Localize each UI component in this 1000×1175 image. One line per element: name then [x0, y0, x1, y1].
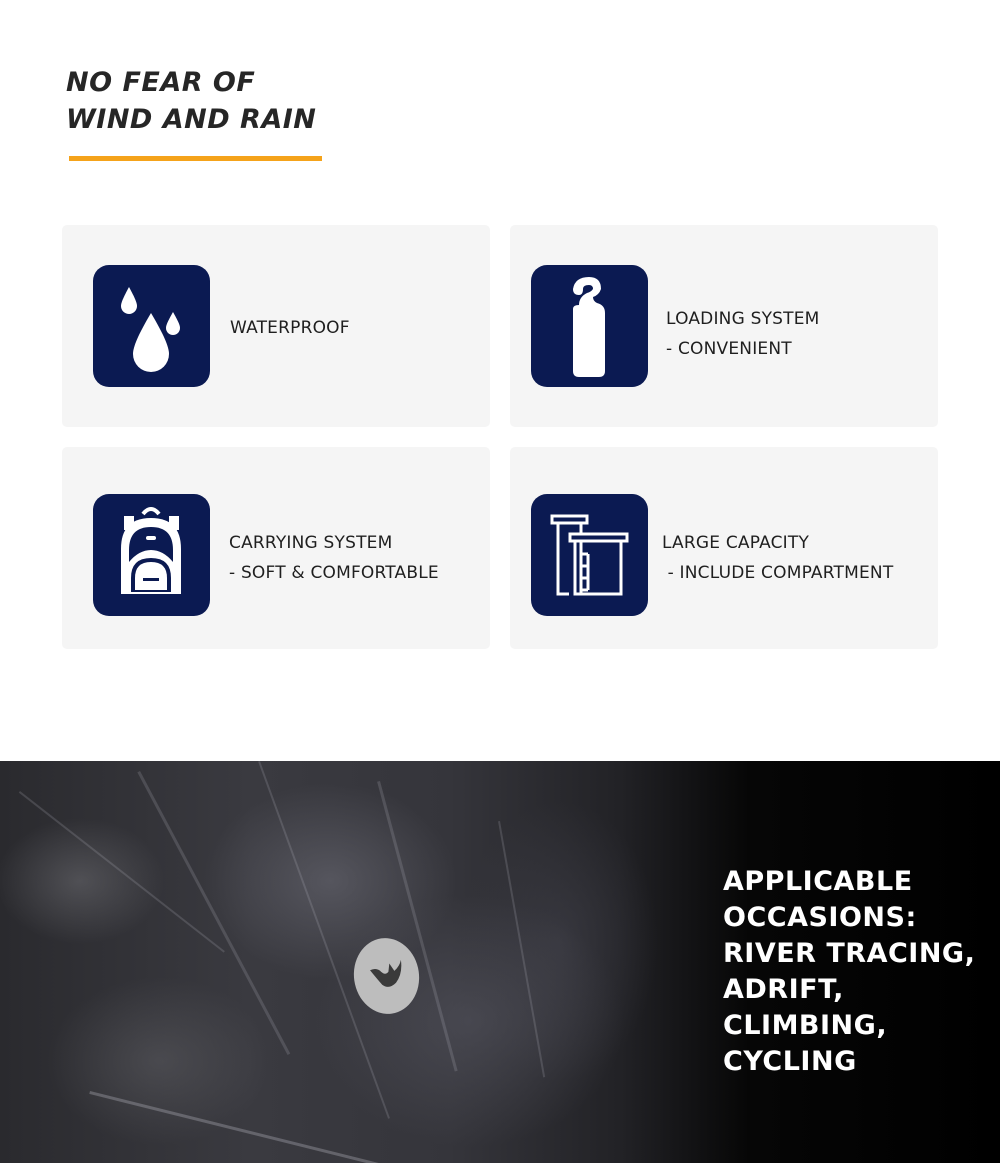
wet-backpack-photo [0, 761, 1000, 1163]
feature-title: CARRYING SYSTEM [229, 533, 393, 553]
feature-card-large-capacity [510, 447, 938, 649]
occasions-line: ADRIFT, [723, 974, 844, 1005]
occasions-line: RIVER TRACING, [723, 938, 976, 969]
applicable-occasions-text [723, 864, 975, 1080]
occasions-line: OCCASIONS: [723, 902, 917, 933]
feature-subtitle: - INCLUDE COMPARTMENT [662, 563, 894, 583]
brand-logo-badge [349, 934, 424, 1018]
feature-icon-tile [531, 265, 648, 387]
backpack-icon [93, 494, 210, 616]
feature-icon-tile [93, 265, 210, 387]
water-drops-icon [93, 265, 210, 387]
door-hanger-hook-icon [531, 265, 648, 387]
bird-logo-icon [364, 955, 409, 996]
occasions-line: CYCLING [723, 1046, 857, 1077]
feature-subtitle: - SOFT & COMFORTABLE [229, 563, 439, 583]
feature-title: WATERPROOF [230, 318, 350, 338]
feature-icon-tile [531, 494, 648, 616]
feature-title: LOADING SYSTEM [666, 309, 820, 329]
feature-card-carrying-system [62, 447, 490, 649]
occasions-line: CLIMBING, [723, 1010, 888, 1041]
occasions-line: APPLICABLE [723, 866, 913, 897]
title-line-2: WIND AND RAIN [66, 104, 317, 135]
feature-subtitle: - CONVENIENT [666, 339, 792, 359]
feature-text [229, 528, 439, 588]
containers-capacity-icon [531, 494, 648, 616]
feature-text [666, 304, 820, 364]
title-line-1: NO FEAR OF [66, 67, 256, 98]
page-title [66, 64, 316, 138]
feature-icon-tile [93, 494, 210, 616]
feature-card-loading-system [510, 225, 938, 427]
feature-text [230, 313, 350, 343]
feature-text [662, 528, 893, 588]
feature-title: LARGE CAPACITY [662, 533, 810, 553]
feature-card-waterproof [62, 225, 490, 427]
title-accent-bar [69, 156, 322, 161]
